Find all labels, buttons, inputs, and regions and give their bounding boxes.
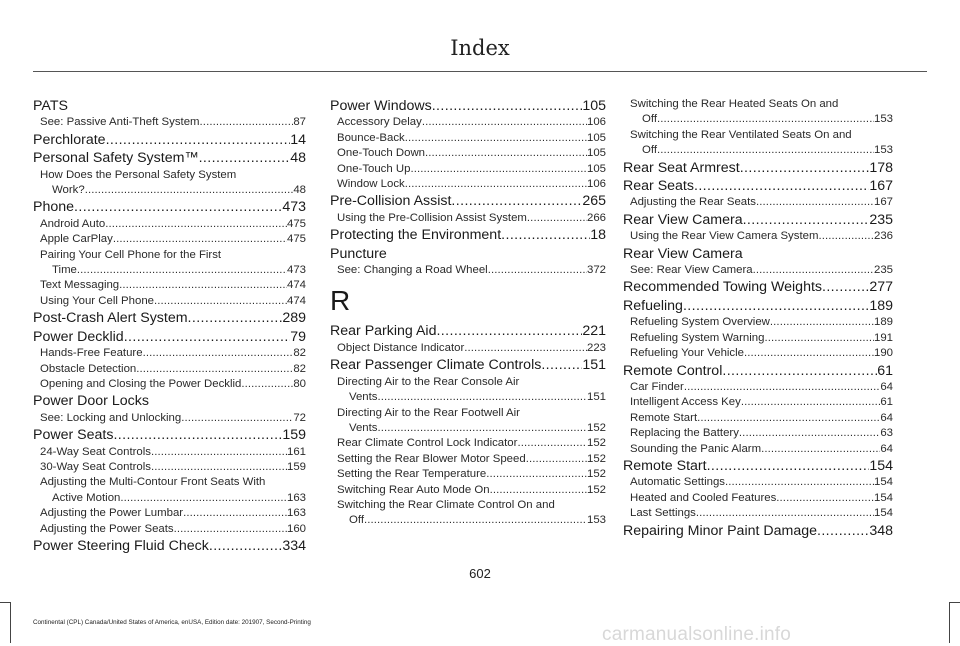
- dot-leader: [378, 421, 587, 436]
- dot-leader: [241, 377, 293, 392]
- index-subentry[interactable]: [330, 131, 606, 146]
- entry-label: Power Windows: [330, 98, 432, 114]
- entry-label: Protecting the Environment: [330, 227, 502, 244]
- dot-leader: [410, 162, 587, 177]
- page-ref: 159: [286, 460, 306, 473]
- entry-label: Setting the Rear Temperature: [337, 468, 487, 481]
- index-column-2: [330, 97, 606, 529]
- dot-leader: [817, 522, 869, 540]
- page-number: 602: [469, 566, 491, 581]
- index-subentry[interactable]: [623, 475, 893, 490]
- dot-leader: [183, 506, 287, 521]
- entry-label: Off: [642, 113, 657, 126]
- index-heading[interactable]: PATS: [33, 98, 68, 114]
- index-subentry[interactable]: [330, 341, 606, 356]
- page-ref: 473: [286, 264, 306, 277]
- edition-footer: Continental (CPL) Canada/United States of America, enUSA, Edition date: 201907, Second-Printing: [33, 619, 311, 626]
- page-ref: 159: [282, 427, 306, 444]
- index-subentry[interactable]: [33, 411, 306, 426]
- dot-leader: [818, 229, 874, 244]
- dot-leader: [657, 143, 874, 158]
- dot-leader: [113, 232, 287, 247]
- entry-label: Active Motion: [52, 491, 121, 504]
- page-ref: 473: [282, 199, 306, 216]
- dot-leader: [105, 217, 287, 232]
- dot-leader: [113, 426, 282, 444]
- dot-leader: [174, 522, 287, 537]
- dot-leader: [684, 380, 881, 395]
- dot-leader: [725, 475, 874, 490]
- page-ref: 79: [290, 328, 306, 345]
- index-subentry[interactable]: [33, 294, 306, 309]
- index-subentry-line[interactable]: Pairing Your Cell Phone for the First: [40, 248, 222, 261]
- page-ref: 163: [286, 491, 306, 504]
- page-ref: 61: [877, 362, 893, 379]
- index-entry[interactable]: [623, 362, 893, 380]
- index-subentry[interactable]: [330, 177, 606, 192]
- entry-label: Remote Start: [623, 457, 707, 474]
- dot-leader: [119, 278, 287, 293]
- dot-leader: [488, 263, 587, 278]
- entry-label: Using the Rear View Camera System: [630, 230, 819, 243]
- dot-leader: [405, 131, 587, 146]
- dot-leader: [776, 491, 874, 506]
- page-ref: 334: [282, 537, 306, 554]
- index-heading[interactable]: Rear View Camera: [623, 245, 743, 262]
- index-subentry[interactable]: [623, 395, 893, 410]
- dot-leader: [764, 331, 874, 346]
- dot-leader: [722, 362, 877, 380]
- dot-leader: [422, 115, 587, 130]
- dot-leader: [697, 411, 880, 426]
- entry-label: Heated and Cooled Features: [630, 491, 777, 504]
- entry-label: Replacing the Battery: [630, 427, 739, 440]
- page-ref: 189: [869, 297, 893, 314]
- index-entry[interactable]: [623, 278, 893, 296]
- page-ref: 289: [282, 310, 306, 327]
- page-ref: 106: [586, 116, 606, 129]
- entry-label: Rear Seats: [623, 178, 694, 195]
- dot-leader: [151, 460, 287, 475]
- entry-label: Adjusting the Rear Seats: [630, 196, 757, 209]
- entry-label: One-Touch Up: [337, 162, 411, 175]
- page-ref: 191: [873, 331, 893, 344]
- dot-leader: [657, 112, 874, 127]
- dot-leader: [451, 192, 582, 210]
- index-entry[interactable]: [33, 131, 306, 149]
- page-ref: 348: [869, 522, 893, 539]
- index-subentry[interactable]: [33, 183, 306, 198]
- index-subentry[interactable]: [623, 380, 893, 395]
- dot-leader: [770, 315, 874, 330]
- page-ref: 152: [586, 483, 606, 496]
- dot-leader: [739, 426, 880, 441]
- index-subentry[interactable]: [330, 421, 606, 436]
- entry-label: Bounce-Back: [337, 131, 405, 144]
- crop-mark-right: [950, 602, 960, 603]
- page-ref: 235: [873, 264, 893, 277]
- index-subentry[interactable]: [623, 143, 893, 158]
- header-divider: [33, 71, 927, 72]
- page-ref: 64: [880, 380, 893, 393]
- dot-leader: [501, 226, 590, 244]
- dot-leader: [741, 395, 881, 410]
- index-subentry[interactable]: [33, 362, 306, 377]
- dot-leader: [464, 341, 587, 356]
- entry-label: Vents: [349, 421, 378, 434]
- dot-leader: [744, 346, 874, 361]
- entry-label: Car Finder: [630, 380, 684, 393]
- entry-label: Setting the Rear Blower Motor Speed: [337, 452, 526, 465]
- dot-leader: [740, 159, 870, 177]
- index-subentry[interactable]: [623, 112, 893, 127]
- index-subentry[interactable]: [33, 278, 306, 293]
- page-ref: 63: [880, 427, 893, 440]
- page-ref: 167: [869, 178, 893, 195]
- entry-label: See: Rear View Camera: [630, 264, 753, 277]
- dot-leader: [707, 457, 870, 475]
- index-subentry[interactable]: [330, 452, 606, 467]
- entry-label: Repairing Minor Paint Damage: [623, 522, 817, 539]
- dot-leader: [696, 506, 874, 521]
- index-entry[interactable]: [330, 97, 606, 115]
- entry-label: Vents: [349, 391, 378, 404]
- dot-leader: [694, 177, 869, 195]
- page-ref: 189: [873, 316, 893, 329]
- entry-label: Rear Parking Aid: [330, 323, 437, 340]
- dot-leader: [120, 491, 287, 506]
- index-entry[interactable]: [623, 457, 893, 475]
- page-ref: 190: [873, 347, 893, 360]
- page-ref: 106: [586, 178, 606, 191]
- index-subentry-line[interactable]: Directing Air to the Rear Footwell Air: [337, 406, 520, 419]
- index-subentry[interactable]: [33, 217, 306, 232]
- dot-leader: [77, 263, 287, 278]
- dot-leader: [364, 513, 587, 528]
- entry-label: Off: [349, 514, 364, 527]
- index-subentry[interactable]: [623, 229, 893, 244]
- entry-label: Recommended Towing Weights: [623, 279, 822, 296]
- page-ref: 475: [286, 217, 306, 230]
- dot-leader: [683, 297, 869, 315]
- dot-leader: [199, 149, 291, 167]
- page-ref: 105: [586, 147, 606, 160]
- entry-label: Apple CarPlay: [40, 233, 113, 246]
- index-entry[interactable]: [330, 192, 606, 210]
- entry-label: Remote Start: [630, 411, 698, 424]
- entry-label: See: Locking and Unlocking: [40, 411, 182, 424]
- entry-label: Off: [642, 144, 657, 157]
- entry-label: Remote Control: [623, 362, 723, 379]
- page-ref: 48: [290, 150, 306, 167]
- page-ref: 154: [873, 507, 893, 520]
- page-ref: 154: [869, 457, 893, 474]
- dot-leader: [136, 362, 293, 377]
- entry-label: Rear Climate Control Lock Indicator: [337, 437, 518, 450]
- dot-leader: [124, 328, 291, 346]
- index-subentry-line[interactable]: Adjusting the Multi-Contour Front Seats With: [40, 476, 266, 489]
- page-title: Index: [450, 36, 510, 60]
- index-subentry[interactable]: [623, 506, 893, 521]
- entry-label: Obstacle Detection: [40, 362, 137, 375]
- entry-label: See: Passive Anti-Theft System: [40, 116, 200, 129]
- page-ref: 277: [869, 279, 893, 296]
- page-ref: 153: [586, 514, 606, 527]
- page-ref: 72: [293, 411, 306, 424]
- page-ref: 266: [586, 211, 606, 224]
- crop-mark-left: [0, 602, 10, 603]
- entry-label: Using the Pre-Collision Assist System: [337, 211, 527, 224]
- page-ref: 372: [586, 264, 606, 277]
- index-subentry[interactable]: [33, 346, 306, 361]
- page-ref: 152: [586, 437, 606, 450]
- page-ref: 474: [286, 294, 306, 307]
- index-subentry[interactable]: [330, 115, 606, 130]
- index-entry[interactable]: [623, 522, 893, 540]
- page-ref: 152: [586, 452, 606, 465]
- index-entry[interactable]: [623, 159, 893, 177]
- page-ref: 82: [293, 347, 306, 360]
- entry-label: Power Steering Fluid Check: [33, 537, 209, 554]
- entry-label: Accessory Delay: [337, 116, 422, 129]
- page-ref: 64: [880, 442, 893, 455]
- index-subentry[interactable]: [330, 436, 606, 451]
- index-subentry[interactable]: [33, 115, 306, 130]
- dot-leader: [743, 211, 870, 229]
- index-entry[interactable]: [330, 322, 606, 340]
- dot-leader: [151, 445, 287, 460]
- dot-leader: [378, 390, 587, 405]
- page-ref: 163: [286, 507, 306, 520]
- entry-label: Pre-Collision Assist: [330, 193, 452, 210]
- entry-label: Hands-Free Feature: [40, 347, 143, 360]
- page-ref: 87: [293, 116, 306, 129]
- dot-leader: [490, 483, 587, 498]
- entry-label: Rear Passenger Climate Controls: [330, 357, 542, 374]
- dot-leader: [154, 294, 287, 309]
- index-subentry[interactable]: [330, 390, 606, 405]
- crop-mark-right-vertical: [949, 602, 950, 643]
- page-ref: 221: [582, 323, 606, 340]
- page-ref: 105: [586, 131, 606, 144]
- entry-label: Work?: [52, 184, 85, 197]
- entry-label: Refueling System Overview: [630, 316, 770, 329]
- entry-label: Refueling Your Vehicle: [630, 347, 744, 360]
- dot-leader: [106, 131, 291, 149]
- dot-leader: [761, 442, 880, 457]
- page-ref: 475: [286, 233, 306, 246]
- dot-leader: [436, 322, 582, 340]
- entry-label: Time: [52, 264, 77, 277]
- index-subentry-line[interactable]: How Does the Personal Safety System: [40, 168, 237, 181]
- index-entry[interactable]: [330, 226, 606, 244]
- index-subentry[interactable]: [33, 232, 306, 247]
- dot-leader: [756, 195, 874, 210]
- page-ref: 105: [582, 98, 606, 114]
- watermark: carmanualsonline.info: [602, 624, 792, 645]
- page-ref: 161: [286, 445, 306, 458]
- entry-label: Object Distance Indicator: [337, 341, 465, 354]
- entry-label: Perchlorate: [33, 131, 106, 148]
- page-ref: 153: [873, 144, 893, 157]
- index-subentry-line[interactable]: Switching the Rear Ventilated Seats On and: [630, 128, 852, 141]
- index-entry[interactable]: [623, 177, 893, 195]
- index-subentry[interactable]: [330, 162, 606, 177]
- dot-leader: [822, 278, 869, 296]
- index-entry[interactable]: [33, 198, 306, 216]
- index-subentry[interactable]: [330, 483, 606, 498]
- index-subentry[interactable]: [33, 377, 306, 392]
- page-ref: 223: [586, 341, 606, 354]
- index-heading[interactable]: Power Door Locks: [33, 393, 149, 410]
- index-subentry[interactable]: [623, 426, 893, 441]
- index-subentry-line[interactable]: Directing Air to the Rear Console Air: [337, 375, 520, 388]
- dot-leader: [143, 346, 294, 361]
- index-subentry[interactable]: [33, 263, 306, 278]
- dot-leader: [526, 452, 587, 467]
- index-entry[interactable]: [33, 149, 306, 167]
- page-ref: 160: [286, 522, 306, 535]
- entry-label: Rear Seat Armrest: [623, 159, 740, 176]
- index-column-3: [623, 97, 893, 540]
- index-subentry[interactable]: [330, 211, 606, 226]
- index-entry[interactable]: [623, 297, 893, 315]
- entry-label: Phone: [33, 199, 75, 216]
- page-ref: 152: [586, 421, 606, 434]
- index-subentry[interactable]: [33, 445, 306, 460]
- entry-label: Opening and Closing the Power Decklid: [40, 377, 242, 390]
- page-ref: 236: [873, 230, 893, 243]
- index-heading[interactable]: Puncture: [330, 245, 387, 262]
- index-subentry[interactable]: [623, 346, 893, 361]
- dot-leader: [209, 537, 282, 555]
- index-subentry[interactable]: [623, 331, 893, 346]
- section-letter: R: [330, 285, 351, 317]
- entry-label: See: Changing a Road Wheel: [337, 264, 488, 277]
- index-subentry-line[interactable]: Switching the Rear Climate Control On and: [337, 498, 555, 511]
- index-subentry[interactable]: [33, 491, 306, 506]
- index-entry[interactable]: [623, 211, 893, 229]
- page-ref: 151: [582, 357, 606, 374]
- page-ref: 64: [880, 411, 893, 424]
- entry-label: One-Touch Down: [337, 147, 426, 160]
- entry-label: Post-Crash Alert System: [33, 310, 188, 327]
- index-subentry[interactable]: [330, 513, 606, 528]
- entry-label: Text Messaging: [40, 279, 120, 292]
- index-entry[interactable]: [33, 426, 306, 444]
- dot-leader: [527, 211, 587, 226]
- page-ref: 14: [290, 131, 306, 148]
- page-ref: 474: [286, 279, 306, 292]
- index-subentry[interactable]: [33, 522, 306, 537]
- dot-leader: [432, 97, 583, 115]
- index-subentry[interactable]: [623, 195, 893, 210]
- index-subentry[interactable]: [33, 460, 306, 475]
- dot-leader: [181, 411, 293, 426]
- page-ref: 152: [586, 468, 606, 481]
- entry-label: Sounding the Panic Alarm: [630, 442, 762, 455]
- page-ref: 48: [293, 184, 306, 197]
- entry-label: Android Auto: [40, 217, 106, 230]
- entry-label: Refueling: [623, 297, 683, 314]
- dot-leader: [200, 115, 294, 130]
- index-subentry[interactable]: [623, 442, 893, 457]
- index-subentry-line[interactable]: Switching the Rear Heated Seats On and: [630, 98, 839, 110]
- entry-label: Window Lock: [337, 178, 405, 191]
- entry-label: Using Your Cell Phone: [40, 294, 154, 307]
- index-subentry[interactable]: [330, 263, 606, 278]
- page-ref: 80: [293, 377, 306, 390]
- index-entry[interactable]: [33, 309, 306, 327]
- index-entry[interactable]: [33, 328, 306, 346]
- entry-label: Refueling System Warning: [630, 331, 765, 344]
- index-subentry[interactable]: [330, 467, 606, 482]
- page-ref: 235: [869, 211, 893, 228]
- page-ref: 154: [873, 491, 893, 504]
- entry-label: Adjusting the Power Lumbar: [40, 507, 184, 520]
- entry-label: Switching Rear Auto Mode On: [337, 483, 490, 496]
- entry-label: Intelligent Access Key: [630, 396, 741, 409]
- page-ref: 178: [869, 159, 893, 176]
- page-ref: 61: [880, 396, 893, 409]
- entry-label: Power Seats: [33, 427, 114, 444]
- dot-leader: [188, 309, 283, 327]
- index-subentry[interactable]: [623, 491, 893, 506]
- index-column-1: [33, 97, 306, 555]
- page-ref: 153: [873, 113, 893, 126]
- index-subentry[interactable]: [623, 411, 893, 426]
- entry-label: Last Settings: [630, 507, 696, 520]
- dot-leader: [541, 356, 582, 374]
- page-ref: 151: [586, 391, 606, 404]
- index-subentry[interactable]: [33, 506, 306, 521]
- entry-label: Personal Safety System™: [33, 150, 199, 167]
- index-entry[interactable]: [330, 356, 606, 374]
- page-ref: 82: [293, 362, 306, 375]
- entry-label: Automatic Settings: [630, 476, 725, 489]
- entry-label: 24-Way Seat Controls: [40, 445, 151, 458]
- dot-leader: [74, 198, 282, 216]
- dot-leader: [486, 467, 587, 482]
- dot-leader: [405, 177, 587, 192]
- page-ref: 154: [873, 476, 893, 489]
- page-ref: 18: [590, 227, 606, 244]
- crop-mark-left-vertical: [10, 602, 11, 643]
- index-subentry[interactable]: [330, 146, 606, 161]
- dot-leader: [753, 263, 874, 278]
- entry-label: Power Decklid: [33, 328, 124, 345]
- index-subentry[interactable]: [623, 263, 893, 278]
- entry-label: 30-Way Seat Controls: [40, 460, 151, 473]
- page-ref: 167: [873, 196, 893, 209]
- entry-label: Adjusting the Power Seats: [40, 522, 174, 535]
- index-entry[interactable]: [33, 537, 306, 555]
- dot-leader: [85, 183, 294, 198]
- entry-label: Rear View Camera: [623, 211, 743, 228]
- index-subentry[interactable]: [623, 315, 893, 330]
- dot-leader: [425, 146, 587, 161]
- page-ref: 265: [582, 193, 606, 210]
- dot-leader: [517, 436, 587, 451]
- page-ref: 105: [586, 162, 606, 175]
